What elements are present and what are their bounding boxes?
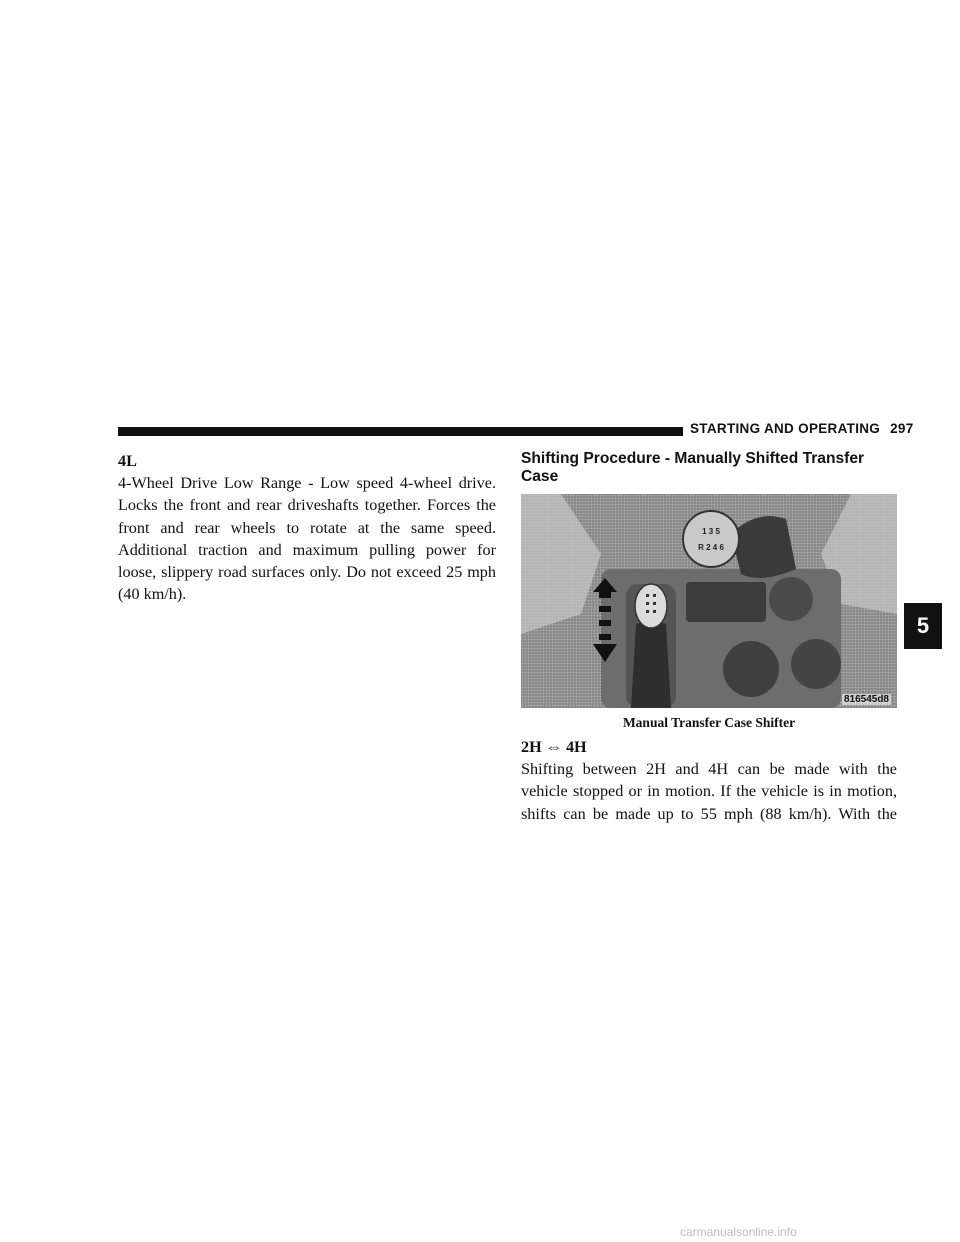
page-number: 297 [890,421,914,436]
mode-heading-2h-4h: 2H ⇔ 4H [521,738,587,756]
header-rule [118,427,683,436]
figure-id: 816545d8 [843,694,889,705]
mode-heading-4l: 4L [118,452,137,470]
watermark: carmanualsonline.info [680,1225,797,1239]
shifter-illustration [521,494,897,708]
section-heading: Shifting Procedure - Manually Shifted Transfer Case [521,450,865,485]
chapter-tab: 5 [904,603,942,649]
mode-description-4l: 4-Wheel Drive Low Range - Low speed 4-wheel drive. Locks the front and rear driveshafts together. Forces the front and rear wheels to rotate at the same speed. Additional traction and maximum pulling power for loose, slippery road surfaces only. Do not exceed 25 mph (40 km/h). [118,474,496,604]
shifting-description: Shifting between 2H and 4H can be made with the vehicle stopped or in motion. If the vehicle is in motion, shifts can be made up to 55 mph (88 km/h). With the [521,760,897,823]
header-section-title: STARTING AND OPERATING [690,421,881,436]
running-header [690,421,914,436]
right-column [521,736,897,825]
transfer-case-shifter-figure [521,494,897,708]
knob-label-bottom: R 2 4 6 [698,543,724,552]
left-column [118,450,496,605]
knob-label-top: 1 3 5 [702,527,720,536]
figure-caption: Manual Transfer Case Shifter [622,715,796,730]
